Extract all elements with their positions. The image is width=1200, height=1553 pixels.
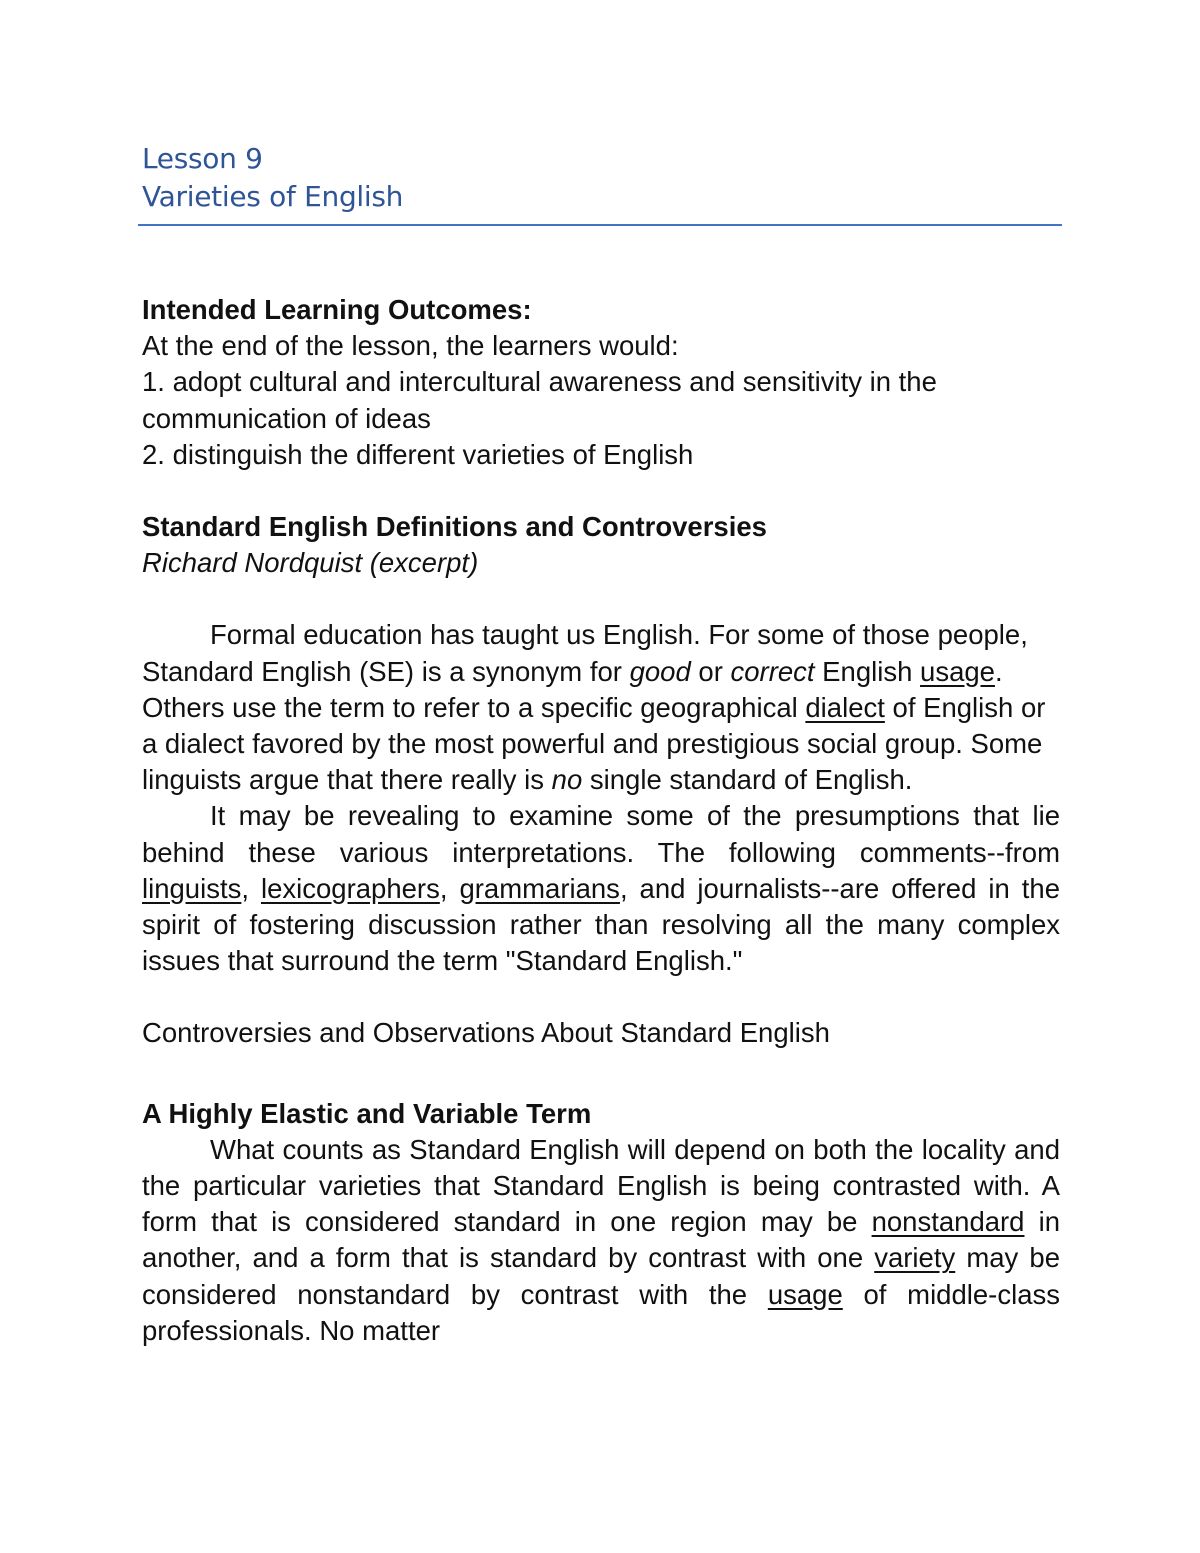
paragraph-2: It may be revealing to examine some of the presumptions that lie behind these various interpretations. The following comments--from linguists, lexicographers, grammarians, and journalists--are offered in the spirit of fostering discussion rather than resolving all the many complex issues that surround the term "Standard English." <box>142 800 1060 977</box>
term-correct: correct <box>730 655 815 687</box>
link-usage-2[interactable]: usage <box>767 1278 843 1310</box>
controversies-subheading: Controversies and Observations About Standard English <box>142 1017 830 1049</box>
article-author: Richard Nordquist (excerpt) <box>142 547 479 579</box>
term-no: no <box>551 764 583 796</box>
paragraph-1: Formal education has taught us English. For some of those people, Standard English (SE) is a synonym for good or correct English usage. Others use the term to refer to a specific geographical dialect of English or a dialect favored by the most powerful and prestigious social group. Some linguists argue that there really is no single standard of English. <box>142 619 1046 796</box>
lesson-title: Varieties of English <box>142 180 404 213</box>
paragraph-3: What counts as Standard English will depend on both the locality and the particular varieties that Standard English is being contrasted with. A form that is considered standard in one region may be nonstandard in another, and a form that is standard by contrast with one variety may be considered nonstandard by contrast with the usage of middle-class professionals. No matter <box>142 1133 1061 1346</box>
article-title: Standard English Definitions and Controversies <box>142 511 767 543</box>
lesson-header <box>142 140 1062 216</box>
link-grammarians[interactable]: grammarians <box>459 872 620 904</box>
link-dialect[interactable]: dialect <box>805 691 885 723</box>
outcomes-heading: Intended Learning Outcomes: <box>142 294 532 325</box>
header-divider <box>138 224 1062 226</box>
document-page <box>142 0 1060 1553</box>
term-good: good <box>629 655 691 687</box>
link-usage[interactable]: usage <box>920 655 995 687</box>
outcomes-intro: At the end of the lesson, the learners would: <box>142 330 679 362</box>
section-title: A Highly Elastic and Variable Term <box>142 1097 592 1129</box>
lesson-number: Lesson 9 <box>142 142 263 175</box>
link-lexicographers[interactable]: lexicographers <box>260 872 440 904</box>
link-nonstandard[interactable]: nonstandard <box>871 1206 1025 1238</box>
link-variety[interactable]: variety <box>874 1242 956 1274</box>
document-body <box>142 292 1060 1349</box>
link-linguists[interactable]: linguists <box>142 872 242 904</box>
outcome-item-2: 2. distinguish the different varieties of English <box>142 438 694 470</box>
outcome-item-1: 1. adopt cultural and intercultural awareness and sensitivity in the communication of ideas <box>142 366 937 434</box>
